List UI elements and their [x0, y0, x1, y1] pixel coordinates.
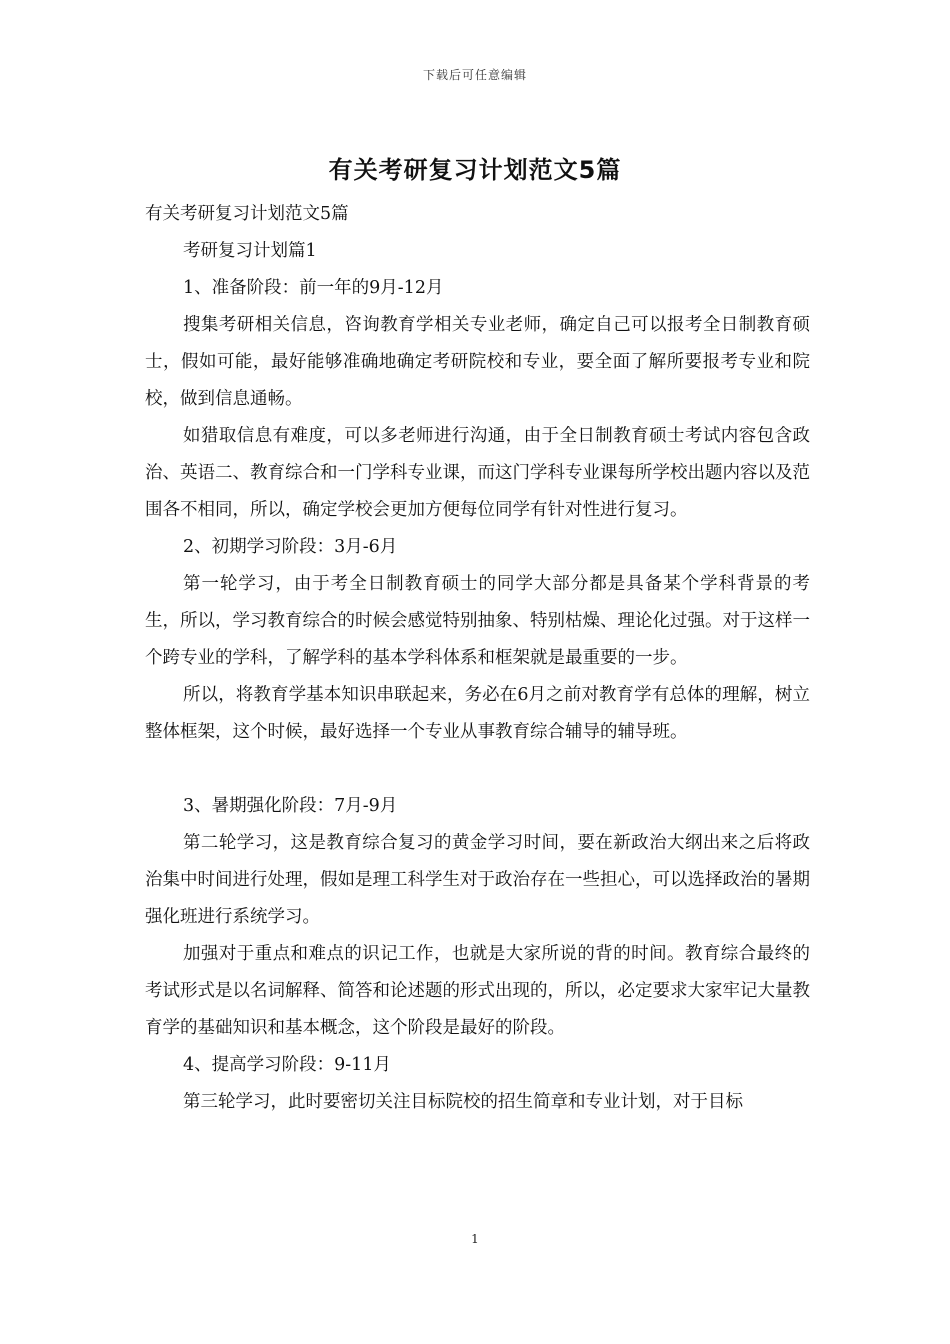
- body-paragraph: 所以，将教育学基本知识串联起来，务必在6月之前对教育学有总体的理解，树立整体框架，这个时候，最好选择一个专业从事教育综合辅导的辅导班。: [145, 685, 810, 742]
- subtitle-line: 有关考研复习计划范文5篇: [145, 204, 349, 224]
- body-paragraph: 第三轮学习，此时要密切关注目标院校的招生简章和专业计划，对于目标: [183, 1092, 743, 1112]
- header-note: 下载后可任意编辑: [422, 68, 527, 82]
- body-paragraph: 第一轮学习，由于考全日制教育硕士的同学大部分都是具备某个学科背景的考生，所以，学习教育综合的时候会感觉特别抽象、特别枯燥、理论化过强。对于这样一个跨专业的学科，了解学科的基本学科体系和框架就是最重要的一步。: [145, 574, 810, 668]
- document-title: 有关考研复习计划范文5篇: [328, 156, 622, 184]
- body-paragraph: 第二轮学习，这是教育综合复习的黄金学习时间，要在新政治大纲出来之后将政治集中时间进行处理，假如是理工科学生对于政治存在一些担心，可以选择政治的暑期强化班进行系统学习。: [145, 833, 810, 927]
- stage-heading: 3、暑期强化阶段：7月-9月: [183, 796, 398, 816]
- body-paragraph: 如猎取信息有难度，可以多老师进行沟通，由于全日制教育硕士考试内容包含政治、英语二、教育综合和一门学科专业课，而这门学科专业课每所学校出题内容以及范围各不相同，所以，确定学校会更加方便每位同学有针对性进行复习。: [145, 426, 810, 520]
- stage-heading: 2、初期学习阶段：3月-6月: [183, 537, 398, 557]
- stage-heading: 4、提高学习阶段：9-11月: [183, 1055, 391, 1075]
- body-paragraph: 加强对于重点和难点的识记工作，也就是大家所说的背的时间。教育综合最终的考试形式是以名词解释、简答和论述题的形式出现的，所以，必定要求大家牢记大量教育学的基础知识和基本概念，这个阶段是最好的阶段。: [145, 944, 810, 1038]
- page-number: 1: [471, 1232, 479, 1246]
- paragraph-spacer: [145, 751, 810, 788]
- stage-heading: 1、准备阶段：前一年的9月-12月: [183, 278, 444, 298]
- document-body: [145, 196, 810, 1121]
- section-heading: 考研复习计划篇1: [183, 241, 317, 261]
- body-paragraph: 搜集考研相关信息，咨询教育学相关专业老师，确定自己可以报考全日制教育硕士，假如可能，最好能够准确地确定考研院校和专业，要全面了解所要报考专业和院校，做到信息通畅。: [145, 315, 810, 409]
